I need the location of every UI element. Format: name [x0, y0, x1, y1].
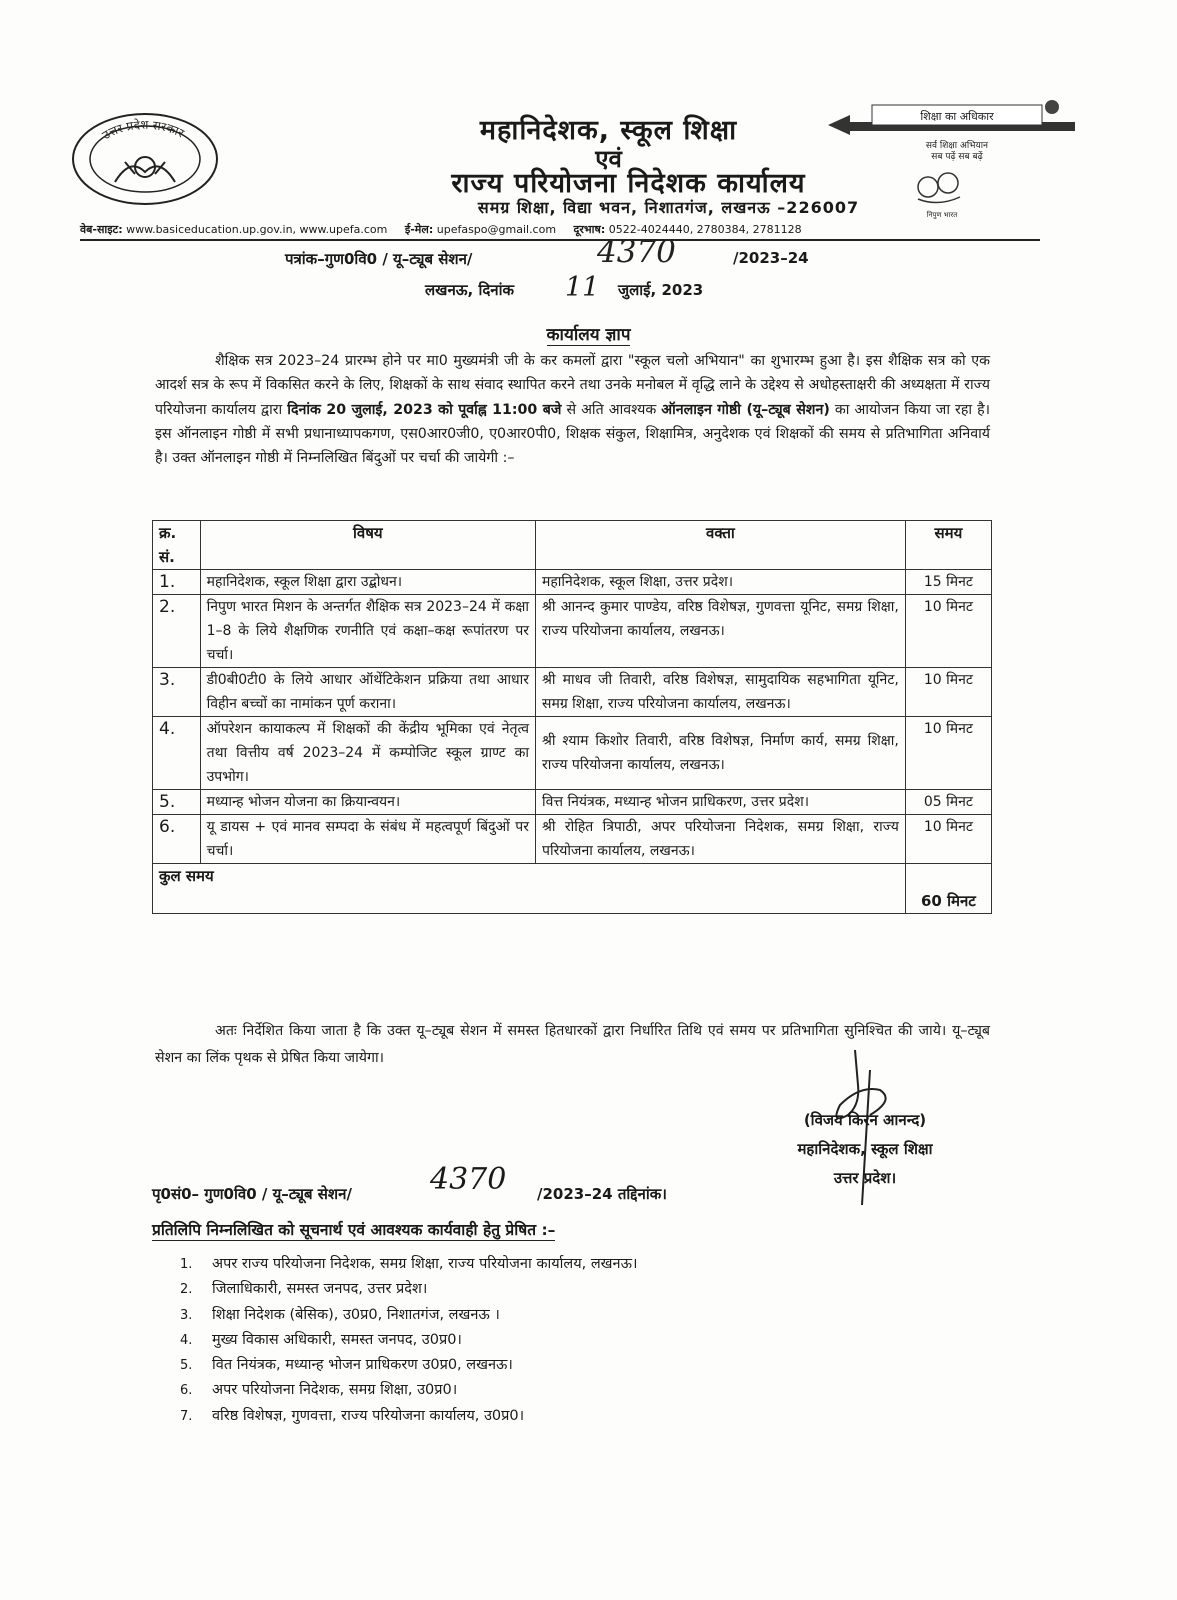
header-address: समग्र शिक्षा, विद्या भवन, निशातगंज, लखनऊ –226007 — [477, 198, 860, 217]
body-paragraph — [155, 349, 990, 470]
cc-number: 5. — [180, 1358, 193, 1374]
body-part2: से अति आवश्यक — [566, 401, 657, 418]
total-label: कुल समय — [153, 864, 906, 914]
cc-number: 3. — [180, 1307, 193, 1323]
table-total-row — [153, 864, 992, 914]
list-item — [180, 1252, 637, 1277]
cc-heading: प्रतिलिपि निम्नलिखित को सूचनार्थ एवं आवश्यक कार्यवाही हेतु प्रेषित :– — [152, 1218, 555, 1241]
row-topic: डी0बी0टी0 के लिये आधार ऑथेंटिकेशन प्रक्रिया तथा आधार विहीन बच्चों का नामांकन पूर्ण कराना। — [200, 668, 535, 717]
ssa-tagline: सब पढ़ें सब बढ़ें — [931, 152, 983, 162]
signatory-designation: महानिदेशक, स्कूल शिक्षा — [797, 1140, 933, 1158]
cc-text: अपर राज्य परियोजना निदेशक, समग्र शिक्षा, राज्य परियोजना कार्यालय, लखनऊ। — [212, 1256, 638, 1272]
cc-number: 6. — [180, 1383, 193, 1399]
signatory-block — [780, 1106, 950, 1193]
cc-number: 4. — [180, 1332, 193, 1348]
row-speaker: श्री आनन्द कुमार पाण्डेय, वरिष्ठ विशेषज्ञ, गुणवत्ता यूनिट, समग्र शिक्षा, राज्य परियोजना कार्यालय, लखनऊ। — [536, 595, 906, 668]
row-topic: ऑपरेशन कायाकल्प में शिक्षकों की केंद्रीय भूमिका एवं नेतृत्व तथा वित्तीय वर्ष 2023–24 में कम्पोजिट स्कूल ग्राण्ट का उपभोग। — [200, 717, 535, 790]
body-bold-session: ऑनलाइन गोष्ठी (यू–ट्यूब सेशन) — [661, 401, 830, 418]
seal-text: उत्तर प्रदेश सरकार — [99, 117, 187, 143]
row-sn: 3. — [153, 668, 201, 717]
endorsement-number: 4370 — [430, 1162, 507, 1197]
phone: 0522-4024440, 2780384, 2781128 — [608, 223, 802, 236]
table-header-row — [153, 521, 992, 570]
header-time: समय — [905, 521, 991, 570]
row-speaker: श्री रोहित त्रिपाठी, अपर परियोजना निदेशक, समग्र शिक्षा, राज्य परियोजना कार्यालय, लखनऊ। — [536, 815, 906, 864]
row-time: 10 मिनट — [905, 815, 991, 864]
header-topic: विषय — [200, 521, 535, 570]
table-row — [153, 790, 992, 815]
signatory-name: (विजय किरन आनन्द) — [803, 1111, 927, 1129]
contact-line — [80, 222, 1040, 241]
cc-number: 2. — [180, 1282, 193, 1298]
row-topic: महानिदेशक, स्कूल शिक्षा द्वारा उद्बोधन। — [200, 570, 535, 595]
website-label: वेब-साइट: — [80, 223, 123, 236]
header-sn: क्र. सं. — [153, 521, 201, 570]
header-line2: एवं — [595, 145, 622, 173]
row-sn: 5. — [153, 790, 201, 815]
row-time: 15 मिनट — [905, 570, 991, 595]
cc-list — [180, 1252, 637, 1429]
list-item — [180, 1303, 637, 1328]
email-label: ई-मेल: — [404, 223, 434, 236]
body-part3: का आयोजन किया जा रहा है। इस ऑनलाइन गोष्ठी में सभी प्रधानाध्यापकगण, एस0आर0जी0, ए0आर0पी0, शिक्षक संकुल, शिक्षामित्र, अनुदेशक एवं शिक्षकों की समय से प्रतिभागिता अनिवार्य है। उक्त ऑनलाइन गोष्ठी में निम्नलिखित बिंदुओं पर चर्चा की जायेगी :– — [155, 401, 991, 467]
reference-prefix: पत्रांक–गुण0वि0 / यू–ट्यूब सेशन/ — [285, 250, 473, 268]
phone-label: दूरभाष: — [573, 223, 606, 236]
cc-text: मुख्य विकास अधिकारी, समस्त जनपद, उ0प्र0। — [212, 1331, 462, 1348]
row-topic: मध्यान्ह भोजन योजना का क्रियान्वयन। — [200, 790, 535, 815]
date-month: जुलाई, 2023 — [618, 281, 704, 299]
list-item — [180, 1353, 637, 1378]
table-row — [153, 717, 992, 790]
date-day: 11 — [565, 272, 600, 303]
reference-number: 4370 — [597, 234, 676, 270]
cc-number: 7. — [180, 1408, 193, 1424]
header-speaker: वक्ता — [536, 521, 906, 570]
header-line3: राज्य परियोजना निदेशक कार्यालय — [451, 168, 806, 199]
body-part1: शैक्षिक सत्र 2023–24 प्रारम्भ होने पर मा0 मुख्यमंत्री जी के कर कमलों द्वारा "स्कूल चलो अभियान" का शुभारम्भ हुआ है। इस शैक्षिक सत्र को एक आदर्श सत्र के रूप में विकसित करने के लिए, शिक्षकों के साथ संवाद स्थापित करने तथा उनके मनोबल में वृद्धि लाने के उद्देश्य से अधोहस्ताक्षरी की अध्यक्षता में राज्य परियोजना कार्यालय द्वारा — [155, 353, 990, 418]
endorsement-suffix: /2023–24 तद्दिनांक। — [537, 1185, 667, 1203]
ssa-text: सर्व शिक्षा अभियान — [925, 141, 989, 151]
row-time: 05 मिनट — [905, 790, 991, 815]
table-row — [153, 668, 992, 717]
table-row — [153, 570, 992, 595]
list-item — [180, 1378, 637, 1403]
reference-suffix: /2023–24 — [733, 249, 809, 267]
row-speaker: महानिदेशक, स्कूल शिक्षा, उत्तर प्रदेश। — [536, 570, 906, 595]
endorsement-prefix: पृ0सं0– गुण0वि0 / यू–ट्यूब सेशन/ — [152, 1185, 352, 1203]
row-topic: निपुण भारत मिशन के अन्तर्गत शैक्षिक सत्र 2023–24 में कक्षा 1–8 के लिये शैक्षणिक रणनीति एवं कक्षा–कक्ष रूपांतरण पर चर्चा। — [200, 595, 535, 668]
cc-text: वित नियंत्रक, मध्यान्ह भोजन प्राधिकरण उ0प्र0, लखनऊ। — [212, 1357, 513, 1374]
row-sn: 6. — [153, 815, 201, 864]
cc-text: अपर परियोजना निदेशक, समग्र शिक्षा, उ0प्र0। — [212, 1382, 458, 1399]
cc-text: शिक्षा निदेशक (बेसिक), उ0प्र0, निशातगंज, लखनऊ । — [212, 1306, 500, 1323]
list-item — [180, 1328, 637, 1353]
row-time: 10 मिनट — [905, 595, 991, 668]
row-speaker: वित्त नियंत्रक, मध्यान्ह भोजन प्राधिकरण, उत्तर प्रदेश। — [536, 790, 906, 815]
list-item — [180, 1277, 637, 1302]
table-row — [153, 595, 992, 668]
cc-text: वरिष्ठ विशेषज्ञ, गुणवत्ता, राज्य परियोजना कार्यालय, उ0प्र0। — [212, 1407, 525, 1424]
page-title-text: कार्यालय ज्ञाप — [546, 325, 631, 345]
row-speaker: श्री माधव जी तिवारी, वरिष्ठ विशेषज्ञ, सामुदायिक सहभागिता यूनिट, समग्र शिक्षा, राज्य परियोजना कार्यालय, लखनऊ। — [536, 668, 906, 717]
header-line1: महानिदेशक, स्कूल शिक्षा — [479, 115, 738, 146]
total-value: 60 मिनट — [905, 864, 991, 914]
nipun-text: निपुण भारत — [926, 211, 958, 219]
closing-text: अतः निर्देशित किया जाता है कि उक्त यू–ट्यूब सेशन में समस्त हितधारकों द्वारा निर्धारित तिथि एवं समय पर प्रतिभागिता सुनिश्चित की जाये। यू–ट्यूब सेशन का लिंक पृथक से प्रेषित किया जायेगा। — [155, 1023, 990, 1066]
rte-logo — [820, 95, 1080, 225]
email[interactable]: upefaspo@gmail.com — [436, 223, 557, 236]
list-item — [180, 1404, 637, 1429]
cc-number: 1. — [180, 1257, 193, 1272]
page-title — [0, 322, 1177, 345]
row-sn: 4. — [153, 717, 201, 790]
cc-text: जिलाधिकारी, समस्त जनपद, उत्तर प्रदेश। — [212, 1281, 428, 1298]
body-bold-date: दिनांक 20 जुलाई, 2023 को पूर्वाह्न 11:00 बजे — [287, 401, 562, 418]
row-time: 10 मिनट — [905, 717, 991, 790]
row-speaker: श्री श्याम किशोर तिवारी, वरिष्ठ विशेषज्ञ, निर्माण कार्य, समग्र शिक्षा, राज्य परियोजना कार्यालय, लखनऊ। — [536, 717, 906, 790]
row-time: 10 मिनट — [905, 668, 991, 717]
schedule-table — [152, 520, 992, 914]
row-sn: 2. — [153, 595, 201, 668]
rte-text: शिक्षा का अधिकार — [920, 110, 994, 123]
website[interactable]: www.basiceducation.up.gov.in, www.upefa.com — [126, 223, 388, 236]
row-sn: 1. — [153, 570, 201, 595]
signatory-state: उत्तर प्रदेश। — [833, 1169, 897, 1187]
table-row — [153, 815, 992, 864]
date-prefix: लखनऊ, दिनांक — [425, 281, 515, 299]
row-topic: यू डायस + एवं मानव सम्पदा के संबंध में महत्वपूर्ण बिंदुओं पर चर्चा। — [200, 815, 535, 864]
